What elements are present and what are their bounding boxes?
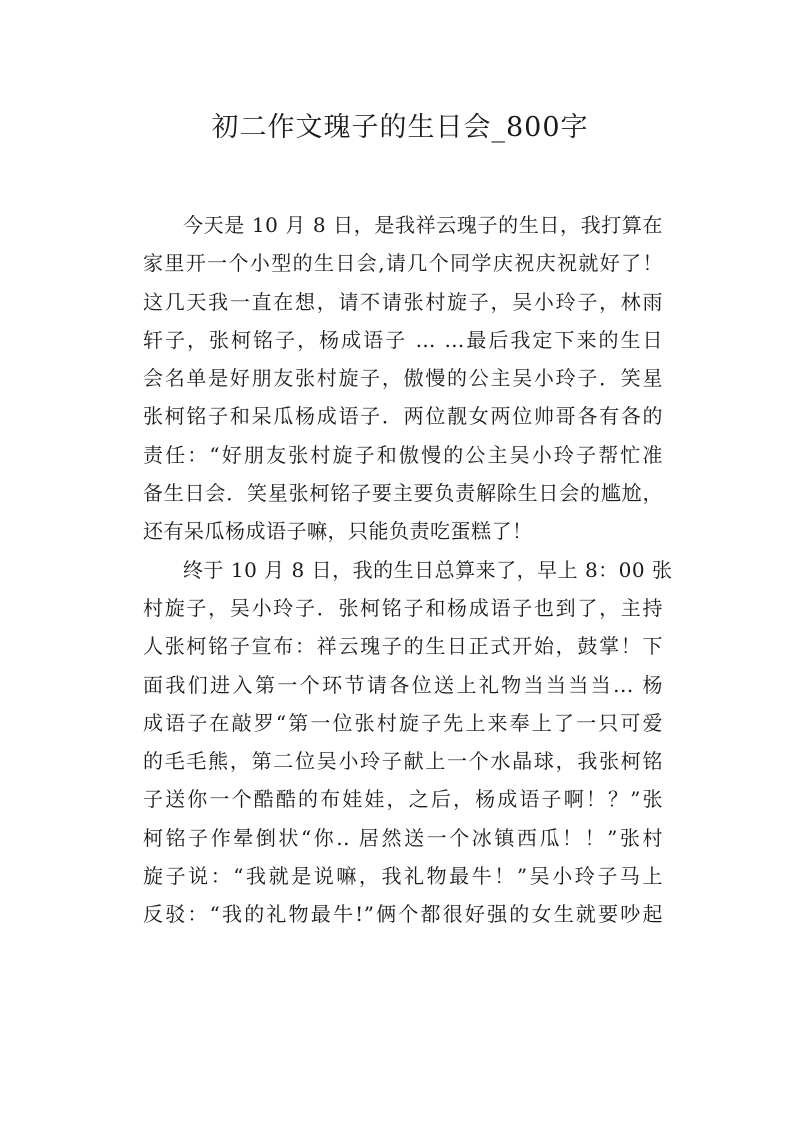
text-line: 村旋子，吴小玲子．张柯铭子和杨成语子也到了，主持 bbox=[143, 595, 663, 620]
document-body bbox=[143, 206, 673, 934]
text-line: 还有呆瓜杨成语子嘛，只能负责吃蛋糕了！ bbox=[143, 519, 533, 544]
text-line: 子送你一个酷酷的布娃娃，之后，杨成语子啊！？”张 bbox=[143, 787, 663, 812]
text-line: 柯铭子作晕倒状“你.. 居然送一个冰镇西瓜！！”张村 bbox=[143, 825, 663, 850]
text-line: 面我们进入第一个环节请各位送上礼物当当当当... 杨 bbox=[143, 672, 663, 697]
text-line: 成语子在敲罗“第一位张村旋子先上来奉上了一只可爱 bbox=[143, 710, 663, 735]
text-line: 旋子说：“我就是说嘛，我礼物最牛！”吴小玲子马上 bbox=[143, 864, 663, 889]
document-title: 初二作文瑰子的生日会_800字 bbox=[211, 112, 589, 143]
text-line: 责任：“好朋友张村旋子和傲慢的公主吴小玲子帮忙准 bbox=[143, 442, 663, 467]
text-line: 这几天我一直在想，请不请张村旋子，吴小玲子，林雨 bbox=[143, 289, 663, 314]
text-line: 反驳：“我的礼物最牛!”俩个都很好强的女生就要吵起 bbox=[143, 902, 663, 927]
text-line: 家里开一个小型的生日会,请几个同学庆祝庆祝就好了！ bbox=[143, 251, 663, 276]
text-line: 轩子，张柯铭子，杨成语子 … …最后我定下来的生日 bbox=[143, 327, 663, 352]
paragraph-1 bbox=[143, 206, 663, 551]
text-line: 今天是 10 月 8 日，是我祥云瑰子的生日，我打算在 bbox=[183, 213, 663, 237]
text-line: 的毛毛熊，第二位吴小玲子献上一个水晶球，我张柯铭 bbox=[143, 749, 663, 774]
paragraph-2 bbox=[143, 551, 673, 934]
text-line: 人张柯铭子宣布：祥云瑰子的生日正式开始，鼓掌！下 bbox=[143, 634, 663, 659]
text-line: 会名单是好朋友张村旋子，傲慢的公主吴小玲子．笑星 bbox=[143, 366, 663, 391]
text-line: 终于 10 月 8 日，我的生日总算来了，早上 8：00 张 bbox=[183, 557, 673, 582]
text-line: 备生日会．笑星张柯铭子要主要负责解除生日会的尴尬， bbox=[143, 481, 663, 506]
text-line: 张柯铭子和呆瓜杨成语子．两位靓女两位帅哥各有各的 bbox=[143, 404, 663, 429]
